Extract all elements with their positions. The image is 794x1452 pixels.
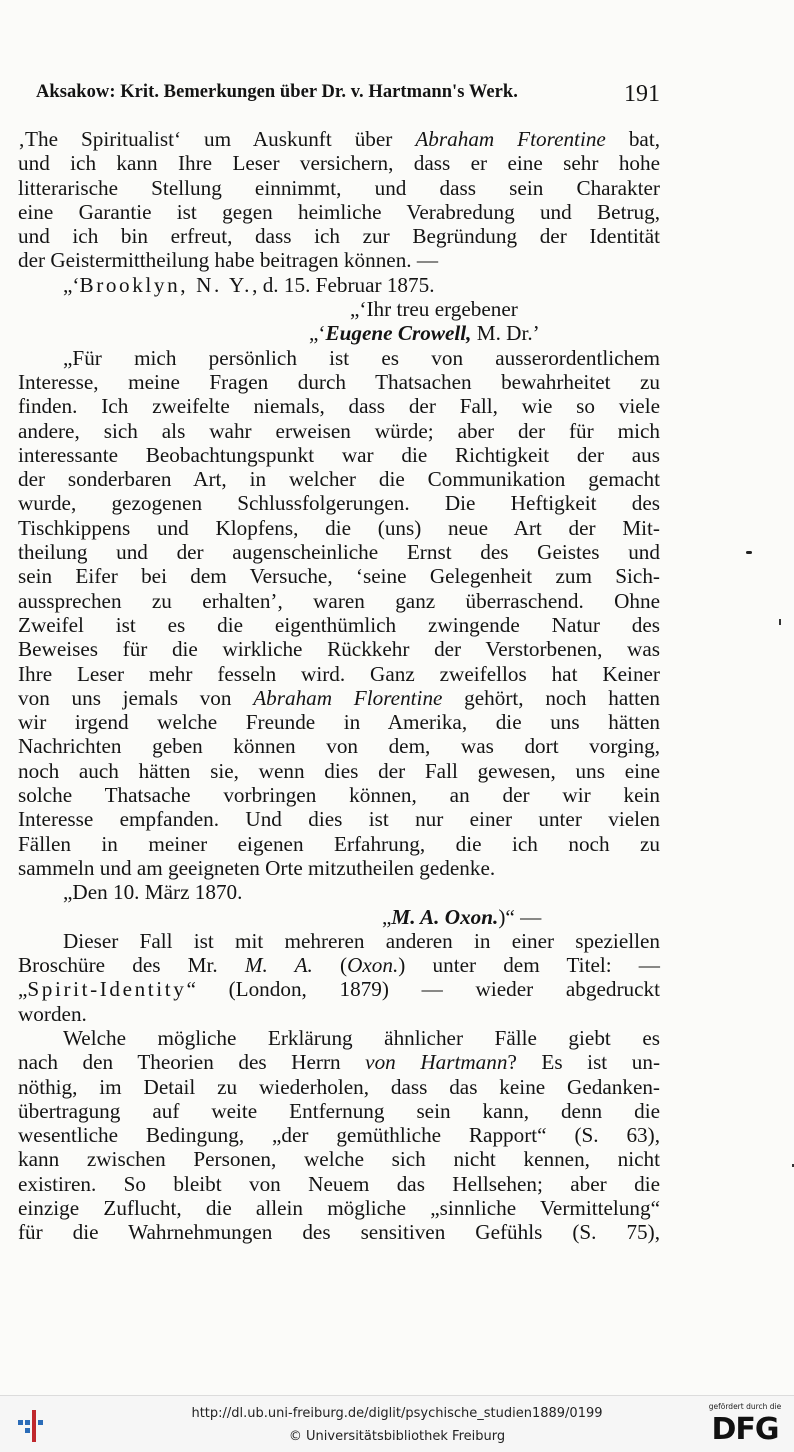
running-header: [36, 82, 660, 112]
viewer-footer: [0, 1395, 794, 1452]
dfg-logo[interactable]: [700, 1400, 790, 1448]
text-line: wir irgend welche Freunde in Amerika, die uns hätten: [18, 710, 660, 735]
letter-signature: „M. A. Oxon.)“ —: [382, 904, 542, 929]
text-line: noch auch hätten sie, wenn dies der Fall gewesen, uns eine: [18, 758, 660, 783]
text-line: für die Wahrnehmungen des sensitiven Gefühls (S. 75),: [18, 1220, 660, 1245]
text-line: einzige Zuflucht, die allein mögliche „sinnliche Vermittelung“: [18, 1196, 660, 1221]
text-line: Dieser Fall ist mit mehreren anderen in einer speziellen: [63, 928, 660, 953]
text-line: finden. Ich zweifelte niemals, dass der Fall, wie so viele: [18, 394, 660, 419]
letter-place-date: „‘Brooklyn, N. Y., d. 15. Februar 1875.: [63, 272, 435, 297]
text-line: litterarische Stellung einnimmt, und dass sein Charakter: [18, 175, 660, 200]
header-title: Aksakow: Krit. Bemerkungen über Dr. v. Hartmann's Werk.: [36, 82, 518, 102]
text-line: Beweises für die wirkliche Rückkehr der Verstorbenen, was: [18, 637, 660, 662]
text-line: Welche mögliche Erklärung ähnlicher Fälle giebt es: [63, 1025, 660, 1050]
letter-signature: „‘Eugene Crowell, M. Dr.’: [309, 321, 540, 346]
text-line: der Geistermittheilung habe beitragen können. —: [18, 248, 439, 273]
text-line: Broschüre des Mr. M. A. (Oxon.) unter dem Titel: —: [18, 953, 660, 978]
text-line: existiren. So bleibt von Neuem das Hellsehen; aber die: [18, 1171, 660, 1196]
text-line: Tischkippens und Klopfens, die (uns) neue Art der Mit-: [18, 515, 660, 540]
text-line: übertragung auf weite Entfernung sein kann, denn die: [18, 1098, 660, 1123]
permalink-url[interactable]: http://dl.ub.uni-freiburg.de/diglit/psychische_studien1889/0199: [191, 1406, 603, 1421]
text-line: Zweifel ist es die eigenthümlich zwingende Natur des: [18, 612, 660, 637]
text-line: ‚The Spiritualist‘ um Auskunft über Abraham Ftorentine bat,: [18, 127, 661, 151]
text-line: wesentliche Bedingung, „der gemüthliche Rapport“ (S. 63),: [18, 1123, 660, 1148]
page-number: 191: [624, 81, 660, 107]
text-line: Interesse, meine Fragen durch Thatsachen bewahrheitet zu: [18, 369, 660, 394]
text-line: „Für mich persönlich ist es von ausserordentlichem: [63, 345, 660, 370]
text-line: und ich kann Ihre Leser versichern, dass er eine sehr hohe: [18, 151, 660, 176]
text-line: aussprechen zu erhalten’, waren ganz überraschend. Ohne: [18, 588, 660, 613]
text-line: nach den Theorien des Herrn von Hartmann? Es ist un-: [18, 1050, 661, 1075]
text-line: kann zwischen Personen, welche sich nicht kennen, nicht: [18, 1147, 660, 1172]
text-line: wurde, gezogenen Schlussfolgerungen. Die Heftigkeit des: [18, 491, 660, 516]
letter-closing: „‘Ihr treu ergebener: [350, 297, 518, 322]
text-line: sammeln und am geeigneten Orte mitzutheilen gedenke.: [18, 855, 496, 880]
text-line: „Spirit-Identity“ (London, 1879) — wieder abgedruckt: [18, 977, 660, 1002]
text-line: nöthig, im Detail zu wiederholen, dass das keine Gedanken-: [18, 1074, 660, 1099]
text-line: theilung und der augenscheinliche Ernst des Geistes und: [18, 540, 660, 565]
scan-speck: [779, 619, 781, 625]
text-line: von uns jemals von Abraham Florentine gehört, noch hatten: [18, 685, 660, 710]
text-line: Interesse empfanden. Und dies ist nur einer unter vielen: [18, 807, 660, 832]
text-line: Nachrichten geben können von dem, was dort vorging,: [18, 734, 660, 759]
text-line: solche Thatsache vorbringen können, an der wir kein: [18, 783, 660, 808]
text-line: und ich bin erfreut, dass ich zur Begründung der Identität: [18, 224, 660, 249]
text-line: andere, sich als wahr erweisen würde; aber der für mich: [18, 418, 660, 443]
text-line: Ihre Leser mehr fesseln wird. Ganz zweifellos hat Keiner: [18, 661, 660, 686]
text-line: interessante Beobachtungspunkt war die Richtigkeit der aus: [18, 442, 660, 467]
dfg-promo-text: gefördert durch die: [708, 1402, 782, 1411]
letter-date: „Den 10. März 1870.: [63, 880, 243, 905]
page-body: [18, 127, 660, 1245]
text-line: worden.: [18, 1001, 87, 1026]
scan-speck: [746, 551, 752, 554]
dfg-mark: DFG: [711, 1412, 779, 1447]
text-line: der sonderbaren Art, in welcher die Communikation gemacht: [18, 467, 660, 492]
text-line: eine Garantie ist gegen heimliche Verabredung und Betrug,: [18, 199, 660, 224]
text-line: sein Eifer bei dem Versuche, ‘seine Gelegenheit zum Sich-: [18, 564, 660, 589]
copyright-notice: © Universitätsbibliothek Freiburg: [288, 1429, 506, 1444]
text-line: Fällen in meiner eigenen Erfahrung, die ich noch zu: [18, 831, 660, 856]
